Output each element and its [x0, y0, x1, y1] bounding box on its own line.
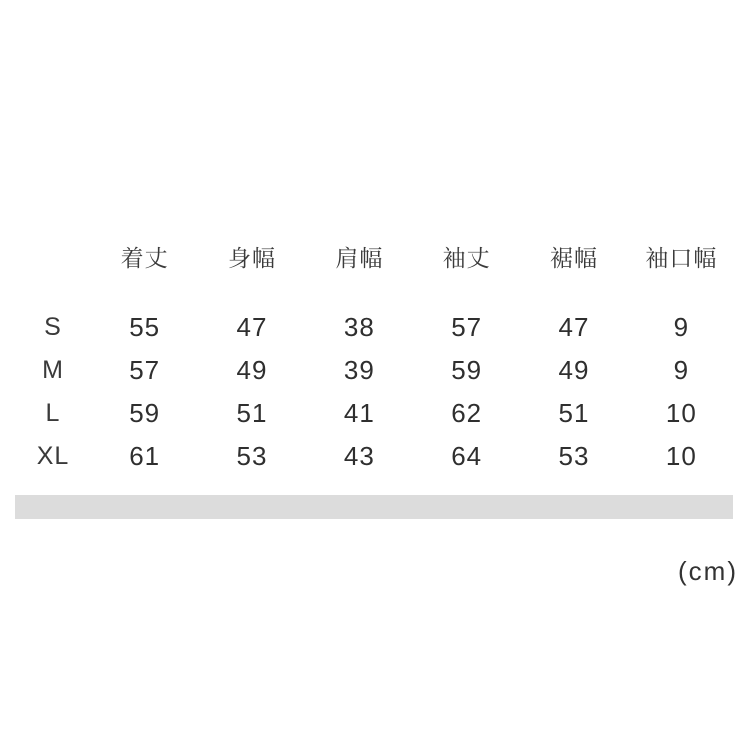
table-row: [15, 306, 735, 349]
cell: 53: [558, 441, 590, 471]
cell: 51: [558, 398, 590, 428]
cell: 10: [665, 441, 697, 471]
column-header-4: 裾幅: [549, 245, 598, 271]
cell: 38: [343, 312, 375, 342]
cell: 47: [558, 312, 590, 342]
divider-bar: [15, 495, 733, 519]
cell: 59: [129, 398, 161, 428]
column-header-3: 袖丈: [442, 245, 491, 271]
cell: 62: [451, 398, 483, 428]
column-header-2: 肩幅: [335, 245, 384, 271]
size-label: L: [45, 399, 61, 427]
size-table-area: [15, 244, 735, 478]
column-header-0: 着丈: [120, 245, 169, 271]
cell: 57: [451, 312, 483, 342]
cell: 10: [665, 398, 697, 428]
size-table-body: [15, 306, 735, 478]
cell: 55: [129, 312, 161, 342]
table-row: [15, 435, 735, 478]
size-label: M: [42, 356, 64, 384]
cell: 9: [673, 355, 690, 385]
cell: 51: [236, 398, 268, 428]
cell: 49: [236, 355, 268, 385]
cell: 9: [673, 312, 690, 342]
size-label: XL: [36, 442, 70, 470]
cell: 53: [236, 441, 268, 471]
column-header-5: 袖口幅: [645, 245, 718, 271]
cell: 61: [129, 441, 161, 471]
unit-label: (cm): [678, 556, 738, 586]
cell: 57: [129, 355, 161, 385]
corner-cell: [15, 244, 91, 306]
cell: 64: [451, 441, 483, 471]
cell: 59: [451, 355, 483, 385]
table-row: [15, 349, 735, 392]
cell: 43: [343, 441, 375, 471]
cell: 39: [343, 355, 375, 385]
cell: 47: [236, 312, 268, 342]
cell: 49: [558, 355, 590, 385]
size-table: [15, 244, 735, 478]
table-row: [15, 392, 735, 435]
header-row: [15, 244, 735, 306]
size-label: S: [44, 313, 62, 341]
cell: 41: [343, 398, 375, 428]
column-header-1: 身幅: [227, 245, 276, 271]
